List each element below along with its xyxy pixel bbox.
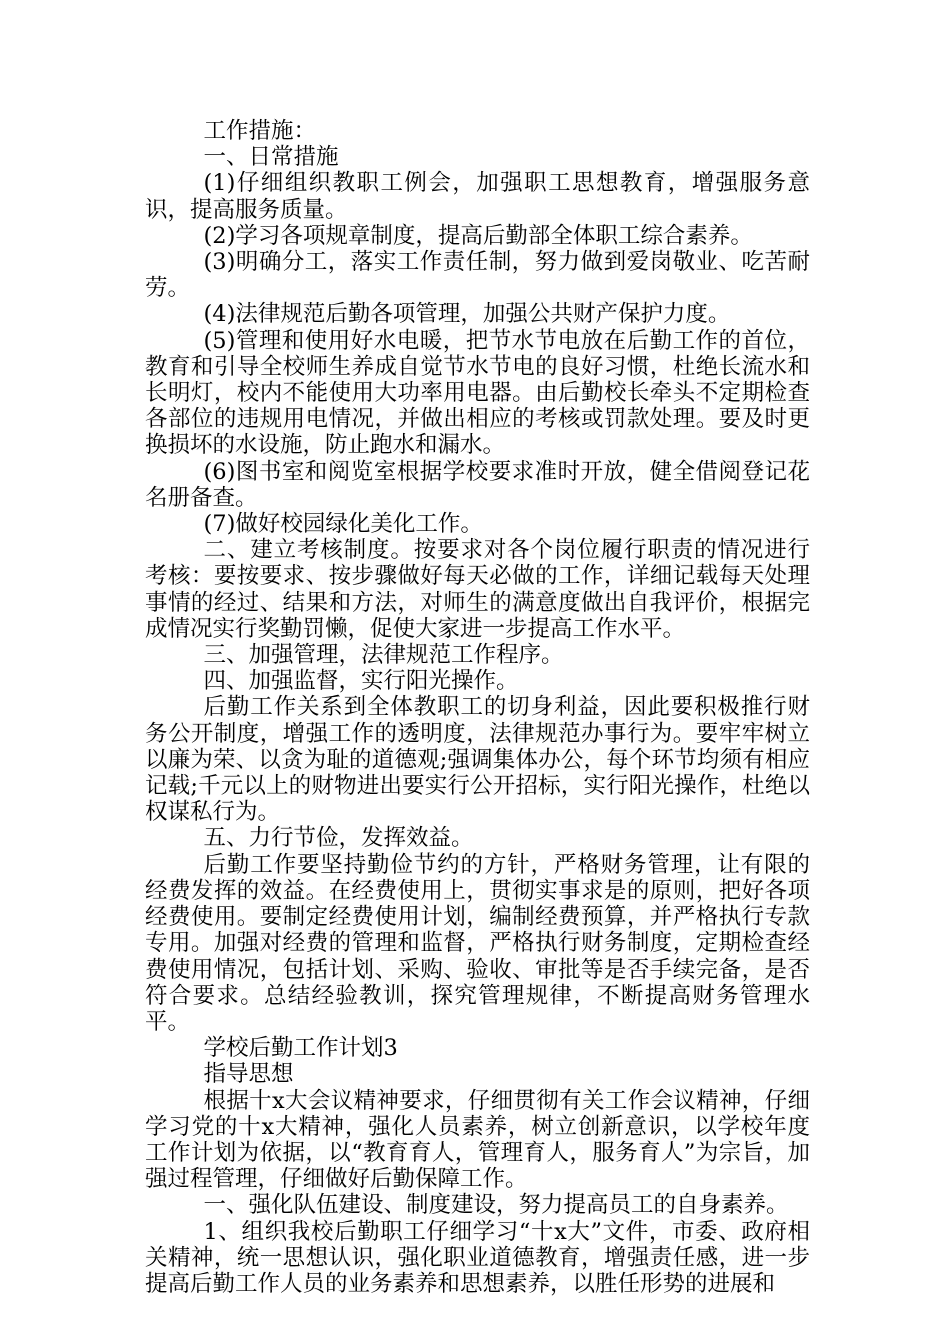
paragraph-financial-transparency: 后勤工作关系到全体教职工的切身利益，因此要积极推行财务公开制度，增强工作的透明度，法律规范办事行为。要牢牢树立以廉为荣、以贪为耻的道德观;强调集体办公，每个环节均须有相应记载;千元以上的财物进出要实行公开招标，实行阳光操作，杜绝以权谋私行为。 bbox=[145, 694, 810, 826]
document-body bbox=[145, 118, 810, 1297]
paragraph-measure-7: (7)做好校园绿化美化工作。 bbox=[203, 511, 483, 538]
paragraph-team-building-item-1: 1、组织我校后勤职工仔细学习“十x大”文件，市委、政府相关精神，统一思想认识，强化职业道德教育，增强责任感，进一步提高后勤工作人员的业务素养和思想素养，以胜任形势的进展和 bbox=[145, 1218, 810, 1297]
paragraph-assessment-system: 二、建立考核制度。按要求对各个岗位履行职责的情况进行考核：要按要求、按步骤做好每天必做的工作，详细记载每天处理事情的经过、结果和方法，对师生的满意度做出自我评价，根据完成情况实行奖勤罚懒，促使大家进一步提高工作水平。 bbox=[145, 537, 810, 642]
paragraph-measure-3: (3)明确分工，落实工作责任制，努力做到爱岗敬业、吃苦耐劳。 bbox=[145, 249, 810, 302]
paragraph-team-building-heading: 一、强化队伍建设、制度建设，努力提高员工的自身素养。 bbox=[203, 1192, 789, 1219]
paragraph-practice-thrift-body: 后勤工作要坚持勤俭节约的方针，严格财务管理，让有限的经费发挥的效益。在经费使用上，贯彻实事求是的原则，把好各项经费使用。要制定经费使用计划，编制经费预算，并严格执行专款专用。加强对经费的管理和监督，严格执行财务制度，定期检查经费使用情况，包括计划、采购、验收、审批等是否手续完备，是否符合要求。总结经验教训，探究管理规律，不断提高财务管理水平。 bbox=[145, 851, 810, 1035]
paragraph-work-measures-heading: 工作措施： bbox=[203, 118, 317, 144]
paragraph-measure-1: (1)仔细组织教职工例会，加强职工思想教育，增强服务意识，提高服务质量。 bbox=[145, 170, 810, 223]
paragraph-measure-2: (2)学习各项规章制度，提高后勤部全体职工综合素养。 bbox=[203, 222, 753, 249]
paragraph-measure-6: (6)图书室和阅览室根据学校要求准时开放，健全借阅登记花名册备查。 bbox=[145, 458, 810, 511]
paragraph-measure-5: (5)管理和使用好水电暖，把节水节电放在后勤工作的首位，教育和引导全校师生养成自觉节水节电的良好习惯，杜绝长流水和长明灯，校内不能使用大功率用电器。由后勤校长牵头不定期检查各部位的违规用电情况，并做出相应的考核或罚款处理。要及时更换损坏的水设施，防止跑水和漏水。 bbox=[145, 327, 810, 459]
paragraph-plan-3-title: 学校后勤工作计划3 bbox=[203, 1035, 398, 1062]
paragraph-strengthen-management: 三、加强管理，法律规范工作程序。 bbox=[203, 642, 564, 669]
paragraph-guiding-ideology-heading: 指导思想 bbox=[203, 1061, 294, 1088]
paragraph-strengthen-supervision: 四、加强监督，实行阳光操作。 bbox=[203, 668, 519, 695]
paragraph-guiding-ideology-body: 根据十x大会议精神要求，仔细贯彻有关工作会议精神，仔细学习党的十x大精神，强化人员素养，树立创新意识，以学校年度工作计划为依据，以“教育育人，管理育人，服务育人”为宗旨，加强过程管理，仔细做好后勤保障工作。 bbox=[145, 1087, 810, 1193]
paragraph-practice-thrift-heading: 五、力行节俭，发挥效益。 bbox=[203, 825, 474, 852]
paragraph-daily-measures-heading: 一、日常措施 bbox=[203, 144, 339, 171]
paragraph-measure-4: (4)法律规范后勤各项管理，加强公共财产保护力度。 bbox=[203, 301, 731, 328]
